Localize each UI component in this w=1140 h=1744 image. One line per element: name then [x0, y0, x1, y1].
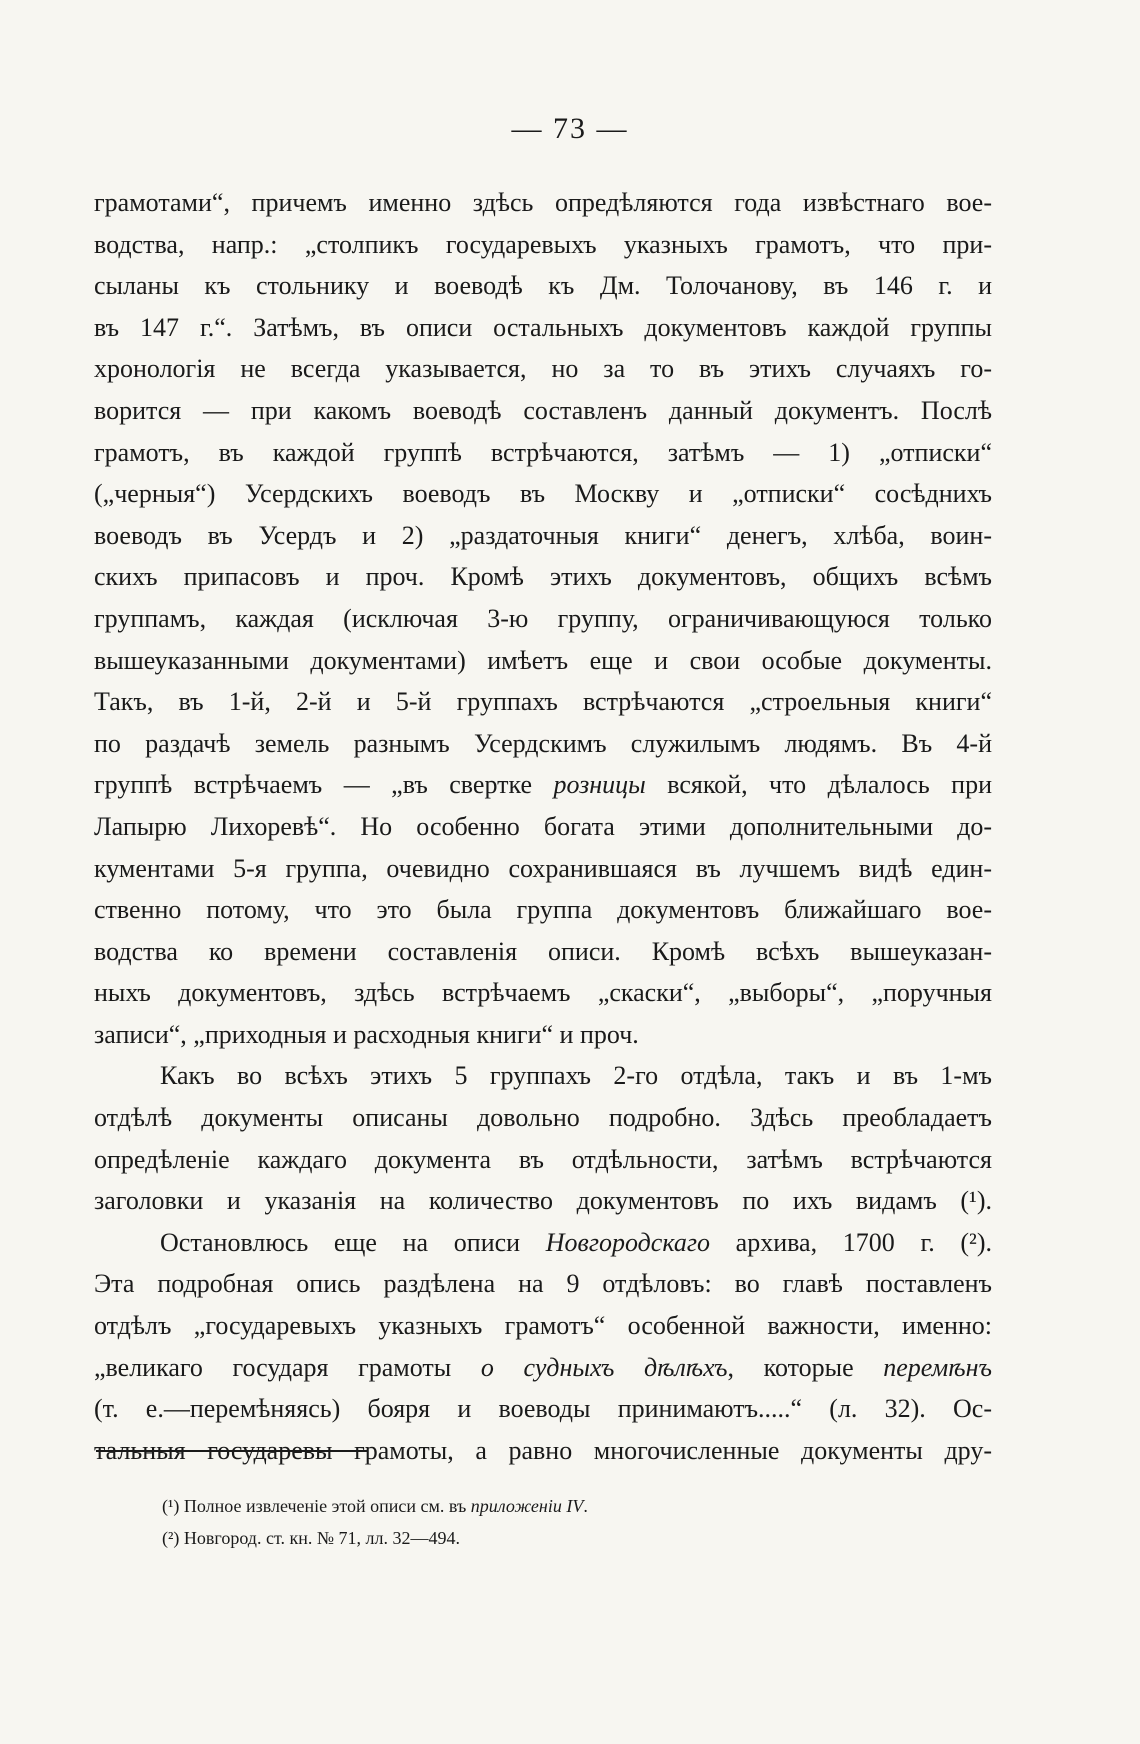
- text-line: группамъ, каждая (исключая 3-ю группу, ограничивающуюся только: [94, 603, 992, 633]
- text-line: ворится — при какомъ воеводѣ составленъ данный документъ. Послѣ: [94, 395, 992, 425]
- text-line: Такъ, въ 1-й, 2-й и 5-й группахъ встрѣчаются „строельныя книги“: [94, 687, 992, 717]
- text-line: Эта подробная опись раздѣлена на 9 отдѣловъ: во главѣ поставленъ: [94, 1269, 992, 1299]
- text-line: вышеуказанными документами) имѣетъ еще и свои особые документы.: [94, 645, 992, 675]
- text-line: Лапырю Лихоревѣ“. Но особенно богата этими дополнительными до-: [94, 811, 992, 841]
- footnotes: [162, 1490, 982, 1554]
- text-line: водства, напр.: „столпикъ государевыхъ указныхъ грамотъ, что при-: [94, 229, 992, 259]
- text-line: записи“, „приходныя и расходныя книги“ и проч.: [94, 1019, 639, 1049]
- text-line: заголовки и указанія на количество документовъ по ихъ видамъ (¹).: [94, 1186, 992, 1216]
- text-line: скихъ припасовъ и проч. Кромѣ этихъ документовъ, общихъ всѣмъ: [94, 562, 992, 592]
- page-number: — 73 —: [511, 112, 629, 145]
- text-line: („черныя“) Усердскихъ воеводъ въ Москву и „отписки“ сосѣднихъ: [94, 479, 992, 509]
- text-line: водства ко времени составленія описи. Кромѣ всѣхъ вышеуказан-: [94, 936, 992, 966]
- footnote: (²) Новгород. ст. кн. № 71, лл. 32—494.: [162, 1528, 460, 1548]
- text-line: группѣ встрѣчаемъ — „въ свертке розницы всякой, что дѣлалось при: [94, 770, 992, 800]
- text-line: (т. е.—перемѣняясь) бояря и воеводы принимаютъ.....“ (л. 32). Ос-: [94, 1394, 992, 1424]
- text-line: грамотъ, въ каждой группѣ встрѣчаются, затѣмъ — 1) „отписки“: [94, 437, 992, 467]
- text-line: отдѣлѣ документы описаны довольно подробно. Здѣсь преобладаетъ: [94, 1103, 992, 1133]
- text-line: опредѣленіе каждаго документа въ отдѣльности, затѣмъ встрѣчаются: [94, 1144, 992, 1174]
- text-line: въ 147 г.“. Затѣмъ, въ описи остальныхъ документовъ каждой группы: [94, 312, 992, 342]
- text-line: ственно потому, что это была группа документовъ ближайшаго вое-: [94, 895, 992, 925]
- text-line: хронологія не всегда указывается, но за то въ этихъ случаяхъ го-: [94, 354, 992, 384]
- text-line: сыланы къ стольнику и воеводѣ къ Дм. Толочанову, въ 146 г. и: [94, 271, 992, 301]
- text-line: кументами 5-я группа, очевидно сохранившаяся въ лучшемъ видѣ един-: [94, 853, 992, 883]
- text-line: Какъ во всѣхъ этихъ 5 группахъ 2-го отдѣла, такъ и въ 1-мъ: [160, 1061, 992, 1091]
- text-line: ныхъ документовъ, здѣсь встрѣчаемъ „скаски“, „выборы“, „поручныя: [94, 978, 992, 1008]
- text-line: воеводъ въ Усердъ и 2) „раздаточныя книги“ денегъ, хлѣба, воин-: [94, 520, 992, 550]
- footnote-rule: [96, 1450, 368, 1452]
- text-line: отдѣлъ „государевыхъ указныхъ грамотъ“ особенной важности, именно:: [94, 1311, 992, 1341]
- body-text: [94, 182, 992, 1471]
- text-line: „великаго государя грамоты о судныхъ дѣлѣхъ, которые перемѣнъ: [94, 1352, 992, 1382]
- text-line: грамотами“, причемъ именно здѣсь опредѣляются года извѣстнаго вое-: [94, 188, 992, 217]
- footnote: (¹) Полное извлеченіе этой описи см. въ приложеніи IV.: [162, 1496, 588, 1516]
- text-line: по раздачѣ земель разнымъ Усердскимъ служилымъ людямъ. Въ 4-й: [94, 728, 992, 758]
- text-line: Остановлюсь еще на описи Новгородскаго архива, 1700 г. (²).: [160, 1227, 992, 1257]
- text-line: тальныя государевы грамоты, а равно многочисленные документы дру-: [94, 1435, 992, 1465]
